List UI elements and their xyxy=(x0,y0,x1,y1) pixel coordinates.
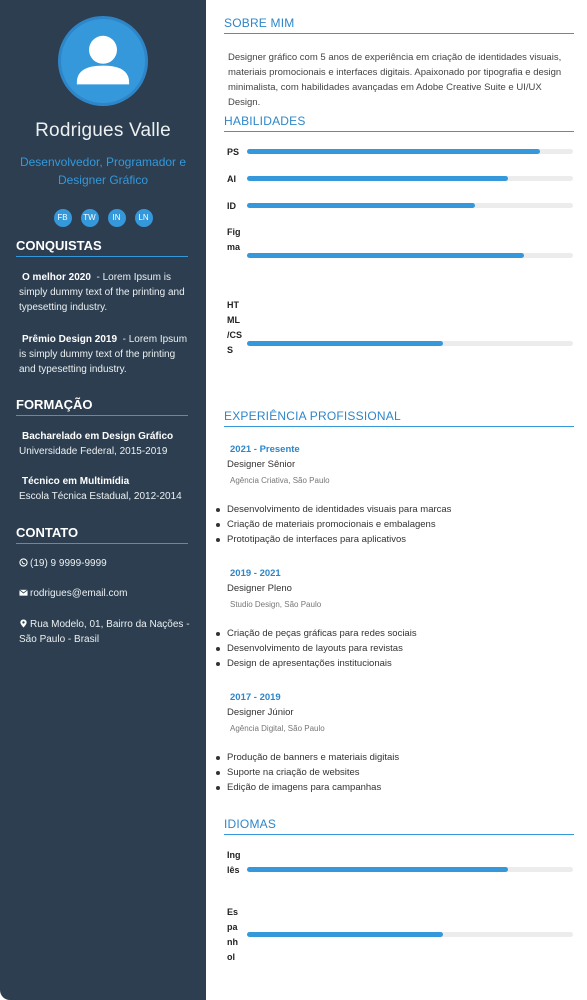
languages-title: IDIOMAS xyxy=(224,817,574,835)
skill-bar-track xyxy=(247,341,573,346)
instagram-icon[interactable]: IN xyxy=(108,209,126,227)
skill-bar-fill xyxy=(247,253,524,258)
linkedin-icon[interactable]: LN xyxy=(135,209,153,227)
envelope-icon xyxy=(19,588,28,597)
achievement-text: - Lorem Ipsum is simply dummy text of the printing and typesetting industry. xyxy=(19,272,185,313)
list-item: Produção de banners e materiais digitais xyxy=(214,750,574,765)
language-bar-track xyxy=(247,867,573,872)
list-item: Desenvolvimento de identidades visuais para marcas xyxy=(214,502,574,517)
map-pin-icon xyxy=(19,619,28,628)
language-bar-fill xyxy=(247,867,508,872)
job-title: Designer Pleno xyxy=(227,583,292,594)
whatsapp-icon xyxy=(19,558,28,567)
achievement-text: - Lorem Ipsum is simply dummy text of the printing and typesetting industry. xyxy=(19,334,188,375)
about-text: Designer gráfico com 5 anos de experiência em criação de identidades visuais, materiais promocionais e interfaces digitais. Apaixonado por tipografia e design minimalista, com habilidades avançadas em Adobe Creative Suite e UI/UX Design. xyxy=(228,52,562,108)
user-icon xyxy=(61,19,145,103)
skill-bar-fill xyxy=(247,176,508,181)
job-task-list xyxy=(214,750,574,795)
achievement-item xyxy=(19,270,189,315)
job-title: Designer Sênior xyxy=(227,459,296,470)
achievement-item xyxy=(19,332,189,377)
about-title: SOBRE MIM xyxy=(224,16,574,34)
list-item: Suporte na criação de websites xyxy=(214,765,574,780)
achievement-name: O melhor 2020 xyxy=(22,272,91,283)
achievement-name: Prêmio Design 2019 xyxy=(22,334,118,345)
language-label: Espanhol xyxy=(227,907,239,962)
achievements-title: CONQUISTAS xyxy=(16,238,188,257)
email-text: rodrigues@email.com xyxy=(30,588,128,599)
education-school: Universidade Federal, 2015-2019 xyxy=(19,446,168,457)
education-item xyxy=(19,429,189,459)
skill-bar-fill xyxy=(247,149,540,154)
job-title: Designer Júnior xyxy=(227,707,294,718)
avatar xyxy=(58,16,148,106)
skill-bar-track xyxy=(247,149,573,154)
skill-label: HTML/CSS xyxy=(227,300,243,355)
job-period: 2021 - Presente xyxy=(230,444,300,455)
skill-bar-track xyxy=(247,176,573,181)
job-company: Agência Criativa, São Paulo xyxy=(230,476,330,485)
contact-title: CONTATO xyxy=(16,525,188,544)
phone-text: (19) 9 9999-9999 xyxy=(30,558,107,569)
contact-address xyxy=(19,617,194,647)
job-task-list xyxy=(214,626,574,671)
language-bar-fill xyxy=(247,932,443,937)
education-item xyxy=(19,474,189,504)
profile-name: Rodrigues Valle xyxy=(35,120,171,141)
skill-label: AI xyxy=(227,174,236,184)
sidebar xyxy=(0,0,206,1000)
list-item: Design de apresentações institucionais xyxy=(214,656,574,671)
list-item: Prototipação de interfaces para aplicativos xyxy=(214,532,574,547)
twitter-icon[interactable]: TW xyxy=(81,209,99,227)
address-text: Rua Modelo, 01, Bairro da Nações - São Paulo - Brasil xyxy=(19,619,190,645)
skill-label: Figma xyxy=(227,227,241,252)
job-period: 2019 - 2021 xyxy=(230,568,281,579)
job-company: Studio Design, São Paulo xyxy=(230,600,322,609)
experience-title: EXPERIÊNCIA PROFISSIONAL xyxy=(224,409,574,427)
list-item: Criação de materiais promocionais e embalagens xyxy=(214,517,574,532)
skill-bar-track xyxy=(247,253,573,258)
contact-phone[interactable] xyxy=(19,556,194,571)
skill-bar-fill xyxy=(247,203,475,208)
job-period: 2017 - 2019 xyxy=(230,692,281,703)
language-bar-track xyxy=(247,932,573,937)
skill-bar-fill xyxy=(247,341,443,346)
social-links xyxy=(0,209,206,227)
skill-label: ID xyxy=(227,201,236,211)
skills-title: HABILIDADES xyxy=(224,114,574,132)
contact-email[interactable] xyxy=(19,586,194,601)
language-label: Inglês xyxy=(227,850,241,875)
list-item: Edição de imagens para campanhas xyxy=(214,780,574,795)
education-title: FORMAÇÃO xyxy=(16,397,188,416)
list-item: Criação de peças gráficas para redes sociais xyxy=(214,626,574,641)
education-school: Escola Técnica Estadual, 2012-2014 xyxy=(19,491,182,502)
profile-role: Desenvolvedor, Programador e Designer Gráfico xyxy=(19,155,187,187)
job-task-list xyxy=(214,502,574,547)
education-degree: Bacharelado em Design Gráfico xyxy=(22,431,174,442)
list-item: Desenvolvimento de layouts para revistas xyxy=(214,641,574,656)
job-company: Agência Digital, São Paulo xyxy=(230,724,325,733)
skill-label: PS xyxy=(227,147,240,157)
facebook-icon[interactable]: FB xyxy=(54,209,72,227)
education-degree: Técnico em Multimídia xyxy=(22,476,130,487)
skill-bar-track xyxy=(247,203,573,208)
